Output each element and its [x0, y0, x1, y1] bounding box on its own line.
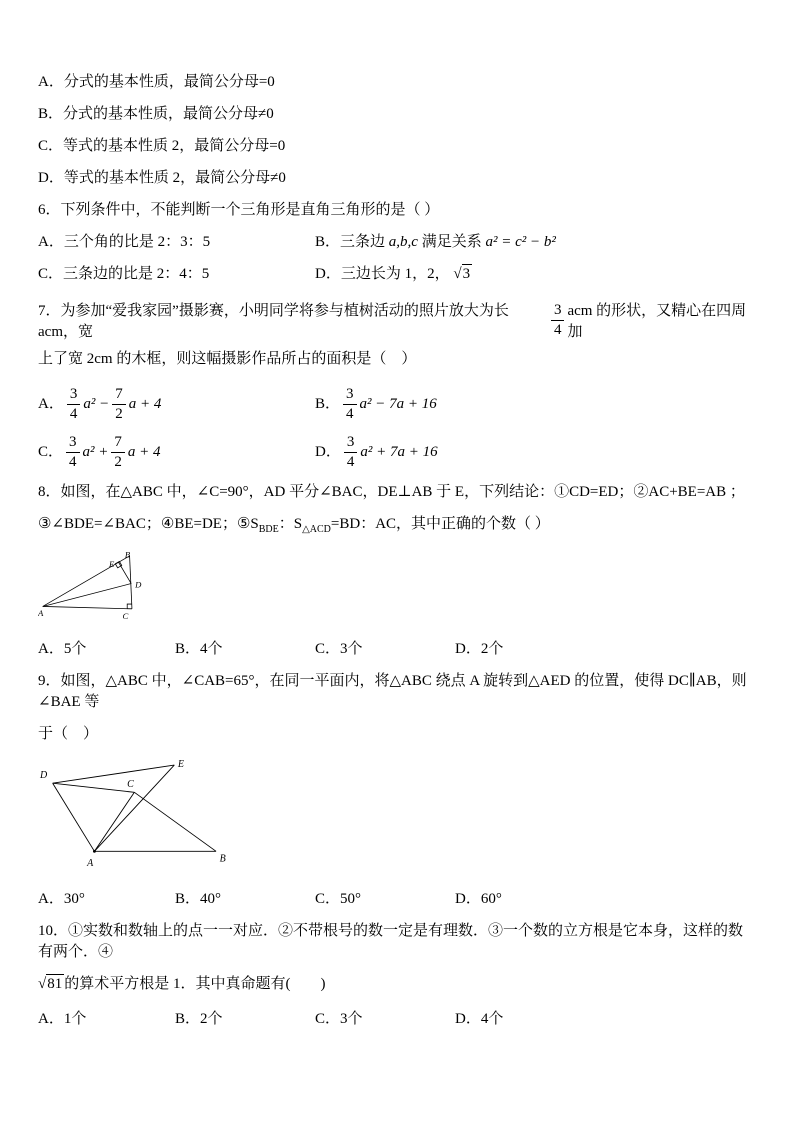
radical-symbol: √: [38, 976, 47, 992]
q6-option-d: [315, 264, 754, 285]
q6-option-b-math-2: a² = c² − b²: [485, 234, 556, 250]
q10-stem-text: 的算术平方根是 1．其中真命题有( ): [64, 976, 326, 992]
q8-stem-line-2: ③∠BDE=∠BAC；④BE=DE；$⑤S_{BDE}$：$S_{\triangle ACD}=BD$：AC，其中正确的个数（ ）: [38, 516, 550, 535]
radical-sqrt3: [453, 264, 472, 282]
math-text: a + 4: [127, 443, 161, 460]
vertex-label-b: B: [124, 551, 131, 560]
option-label: A．: [38, 395, 64, 412]
q7-stem-text-1: 7．为参加“爱我家园”摄影赛，小明同学将参与植树活动的照片放大为长 acm，宽: [38, 303, 509, 340]
q6-option-d-text: D．三边长为 1，2，: [315, 266, 454, 282]
q9-rotation-diagram: [38, 756, 238, 874]
q6-option-c: C．三条边的比是 2：4：5: [38, 266, 210, 282]
q9-stem-line-2: 于（ ）: [38, 726, 99, 742]
q8-option-d: D．2个: [455, 641, 504, 657]
q7-option-a: [38, 386, 315, 422]
q8-option-b: B．4个: [175, 641, 223, 657]
fraction-7-2: $\frac{7}{2}$: [112, 386, 126, 422]
q9-option-b: B．40°: [175, 891, 222, 907]
q8-options-row: [38, 639, 754, 660]
vertex-label-c: C: [122, 611, 129, 622]
math-text: a + 4: [128, 395, 162, 412]
q9-option-d: D．60°: [455, 891, 502, 907]
q6-option-a: A．三个角的比是 2：3：5: [38, 234, 211, 250]
option-label: C．: [38, 443, 64, 460]
subscript-acd: △ACD: [302, 524, 331, 535]
vertex-label-d: D: [135, 579, 142, 590]
q6-option-b-text-1: B．三条边: [315, 234, 389, 250]
fraction-3-4: $\frac{3}{4}$: [343, 386, 357, 422]
q8-stem-line-1: 8．如图，在△ABC 中，∠C=90°，AD 平分∠BAC，DE⊥AB 于 E，下列结论：①CD=ED；②AC+BE=AB ；: [38, 484, 745, 500]
math-text: a² − 7a + 16: [359, 395, 437, 412]
fraction-3-4: $\frac{3}{4}$: [67, 386, 81, 422]
q9-options-row: [38, 889, 754, 910]
q5-option-d: D．等式的基本性质 2，最简公分母≠0: [38, 170, 286, 186]
q6-stem: 6．下列条件中，不能判断一个三角形是直角三角形的是（ ）: [38, 202, 440, 218]
q10-stem-line-1: 10．①实数和数轴上的点一一对应．②不带根号的数一定是有理数．③一个数的立方根是它本身，这样的数有两个．④: [38, 923, 744, 960]
q10-option-c: C．3个: [315, 1011, 363, 1027]
radicand: 81: [47, 976, 63, 992]
math-text: a² + 7a + 16: [360, 443, 438, 460]
fraction-7-2: $\frac{7}{2}$: [111, 434, 125, 470]
option-label: D．: [315, 443, 341, 460]
q7-stem-line-2: 上了宽 2cm 的木框，则这幅摄影作品所占的面积是（ ）: [38, 351, 417, 367]
radical-sqrt81: [38, 974, 64, 992]
q10-option-b: B．2个: [175, 1011, 223, 1027]
option-label: B．: [315, 395, 341, 412]
q7-option-d: [315, 434, 754, 470]
q5-option-b: B．分式的基本性质，最简公分母≠0: [38, 106, 274, 122]
math-text: a² +: [82, 443, 109, 460]
q7-stem-line-1: [38, 299, 754, 341]
q7-stem-text-2: acm 的形状，又精心在四周加: [567, 303, 747, 340]
q7-option-c: [38, 434, 315, 470]
q7-option-b: [315, 386, 754, 422]
vertex-label-c: C: [127, 778, 134, 790]
q9-stem-line-1: 9．如图，△ABC 中，∠CAB=65°，在同一平面内，将△ABC 绕点 A 旋转到△AED 的位置，使得 DC∥AB，则∠BAE 等: [38, 673, 747, 710]
radicand: 3: [462, 266, 471, 282]
q6-options-row-2: [38, 264, 754, 285]
q6-option-b-math-1: a,b,c: [388, 234, 418, 250]
q6-option-b: [315, 232, 754, 253]
q10-stem-line-2: [38, 974, 754, 995]
vertex-label-e: E: [109, 558, 115, 569]
q6-option-b-text-2: 满足关系: [417, 234, 486, 250]
q8-figure: [38, 551, 754, 629]
q7-options-row-1: [38, 384, 754, 424]
q5-option-a: A．分式的基本性质，最简公分母=0: [38, 74, 275, 90]
vertex-label-a: A: [38, 607, 44, 618]
q5-option-c: C．等式的基本性质 2，最简公分母=0: [38, 138, 286, 154]
q8-option-a: A．5个: [38, 641, 87, 657]
math-text: a² −: [83, 395, 110, 412]
q8-triangle-diagram: [38, 551, 188, 624]
q7-options-row-2: [38, 432, 754, 472]
fraction-3-4: $\frac{3}{4}$: [344, 434, 358, 470]
fraction-3-4: $\frac{3}{4}$: [66, 434, 80, 470]
subscript-bde: BDE: [258, 524, 279, 535]
q8-option-c: C．3个: [315, 641, 363, 657]
q9-option-a: A．30°: [38, 891, 85, 907]
q9-figure: [38, 756, 754, 879]
vertex-label-e: E: [177, 758, 185, 770]
radical-symbol: √: [453, 266, 462, 282]
q10-option-a: A．1个: [38, 1011, 87, 1027]
q9-option-c: C．50°: [315, 891, 362, 907]
q10-option-d: D．4个: [455, 1011, 504, 1027]
q6-options-row-1: [38, 232, 754, 253]
vertex-label-a: A: [87, 857, 94, 869]
vertex-label-b: B: [219, 853, 226, 865]
vertex-label-d: D: [39, 769, 48, 781]
fraction-3-4: $\frac{3}{4}$: [551, 302, 565, 338]
q10-options-row: [38, 1009, 754, 1030]
